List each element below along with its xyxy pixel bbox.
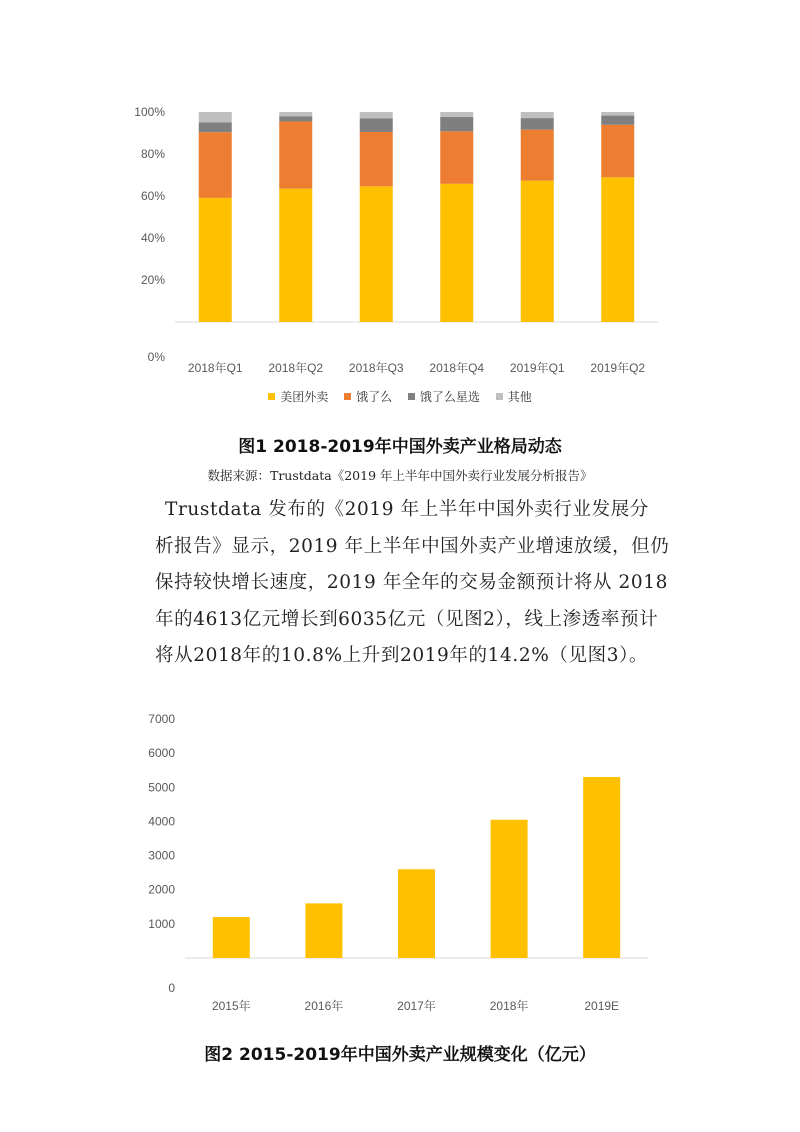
stacked-bar-segment (521, 181, 554, 322)
x-tick-label: 2019E (584, 999, 620, 1013)
stacked-bar-segment (360, 119, 393, 132)
stacked-bar-segment (601, 112, 634, 116)
stacked-bar-segment (601, 177, 634, 322)
legend-swatch (268, 393, 275, 400)
y-tick-label: 3000 (148, 848, 175, 863)
stacked-bar-segment (521, 112, 554, 118)
stacked-bar-segment (521, 118, 554, 130)
figure1-caption: 图1 2018-2019年中国外卖产业格局动态 (238, 437, 562, 457)
x-tick-label: 2018年 (489, 999, 529, 1013)
stacked-bar-segment (440, 184, 473, 322)
stacked-bar-segment (279, 189, 312, 322)
stacked-bar-segment (521, 130, 554, 181)
legend-label: 饿了么 (356, 390, 393, 404)
legend-item-eleme (344, 388, 392, 405)
y-tick-label: 1000 (148, 916, 175, 931)
bar (398, 869, 435, 958)
stacked-bar-segment (199, 132, 232, 198)
bar (305, 903, 342, 958)
figure1-source: 数据来源：Trustdata《2019 年上半年中国外卖行业发展分析报告》 (207, 468, 593, 483)
paragraph-line: 将从2018年的10.8%上升到2019年的14.2%（见图3）。 (155, 645, 649, 666)
legend-swatch (344, 393, 351, 400)
x-tick-label: 2019年Q1 (509, 361, 565, 375)
x-tick-label: 2018年Q1 (187, 361, 243, 375)
x-tick-label: 2018年Q2 (268, 361, 324, 375)
stacked-bar-segment (279, 121, 312, 188)
stacked-bar-segment (199, 198, 232, 322)
y-tick-label: 0 (168, 981, 175, 995)
stacked-bar-segment (601, 116, 634, 125)
market-share-stacked-chart (0, 95, 800, 415)
x-tick-label: 2015年 (211, 999, 251, 1013)
paragraph-line: 保持较快增长速度，2019 年全年的交易金额预计将从 2018 (155, 572, 669, 593)
stacked-bar-segment (360, 112, 393, 119)
figure2-caption: 图2 2015-2019年中国外卖产业规模变化（亿元） (204, 1045, 596, 1065)
x-tick-label: 2019年Q2 (590, 361, 646, 375)
stacked-bar-segment (199, 112, 232, 123)
chart1-legend (0, 388, 800, 405)
y-tick-label: 60% (140, 189, 165, 203)
paragraph-line: 年的4613亿元增长到6035亿元（见图2），线上渗透率预计 (155, 608, 659, 630)
market-scale-bar-chart (0, 705, 800, 1025)
legend-label: 其他 (507, 390, 532, 404)
stacked-bar-segment (199, 123, 232, 133)
bar (213, 917, 250, 958)
bar (583, 777, 620, 958)
legend-swatch (408, 393, 415, 400)
x-tick-label: 2018年Q3 (348, 361, 404, 375)
stacked-bar-segment (440, 112, 473, 117)
stacked-bar-segment (440, 117, 473, 131)
paragraph-line: Trustdata 发布的《2019 年上半年中国外卖行业发展分 (165, 499, 649, 520)
y-tick-label: 80% (140, 147, 165, 161)
legend-item-eleme-star (408, 388, 480, 405)
body-paragraph (155, 492, 675, 675)
y-tick-label: 0% (147, 350, 165, 364)
y-tick-label: 5000 (148, 780, 175, 795)
x-tick-label: 2016年 (304, 999, 344, 1013)
legend-label: 饿了么星选 (419, 390, 480, 404)
y-tick-label: 6000 (148, 746, 175, 761)
legend-label: 美团外卖 (280, 390, 329, 404)
paragraph-line: 析报告》显示，2019 年上半年中国外卖产业增速放缓，但仍 (155, 535, 670, 557)
y-tick-label: 40% (140, 231, 165, 245)
legend-item-meituan (268, 388, 328, 405)
x-tick-label: 2018年Q4 (429, 361, 485, 375)
stacked-bar-segment (440, 131, 473, 184)
y-tick-label: 4000 (148, 814, 175, 829)
y-tick-label: 100% (134, 105, 165, 119)
x-tick-label: 2017年 (397, 999, 436, 1013)
y-tick-label: 2000 (148, 882, 175, 897)
y-tick-label: 20% (140, 273, 165, 287)
legend-swatch (496, 393, 503, 400)
stacked-bar-segment (279, 112, 312, 116)
bar (491, 820, 528, 958)
stacked-bar-segment (360, 132, 393, 186)
stacked-bar-segment (279, 116, 312, 121)
legend-item-other (496, 388, 532, 405)
y-tick-label: 7000 (148, 712, 175, 726)
stacked-bar-segment (360, 186, 393, 322)
stacked-bar-segment (601, 125, 634, 178)
